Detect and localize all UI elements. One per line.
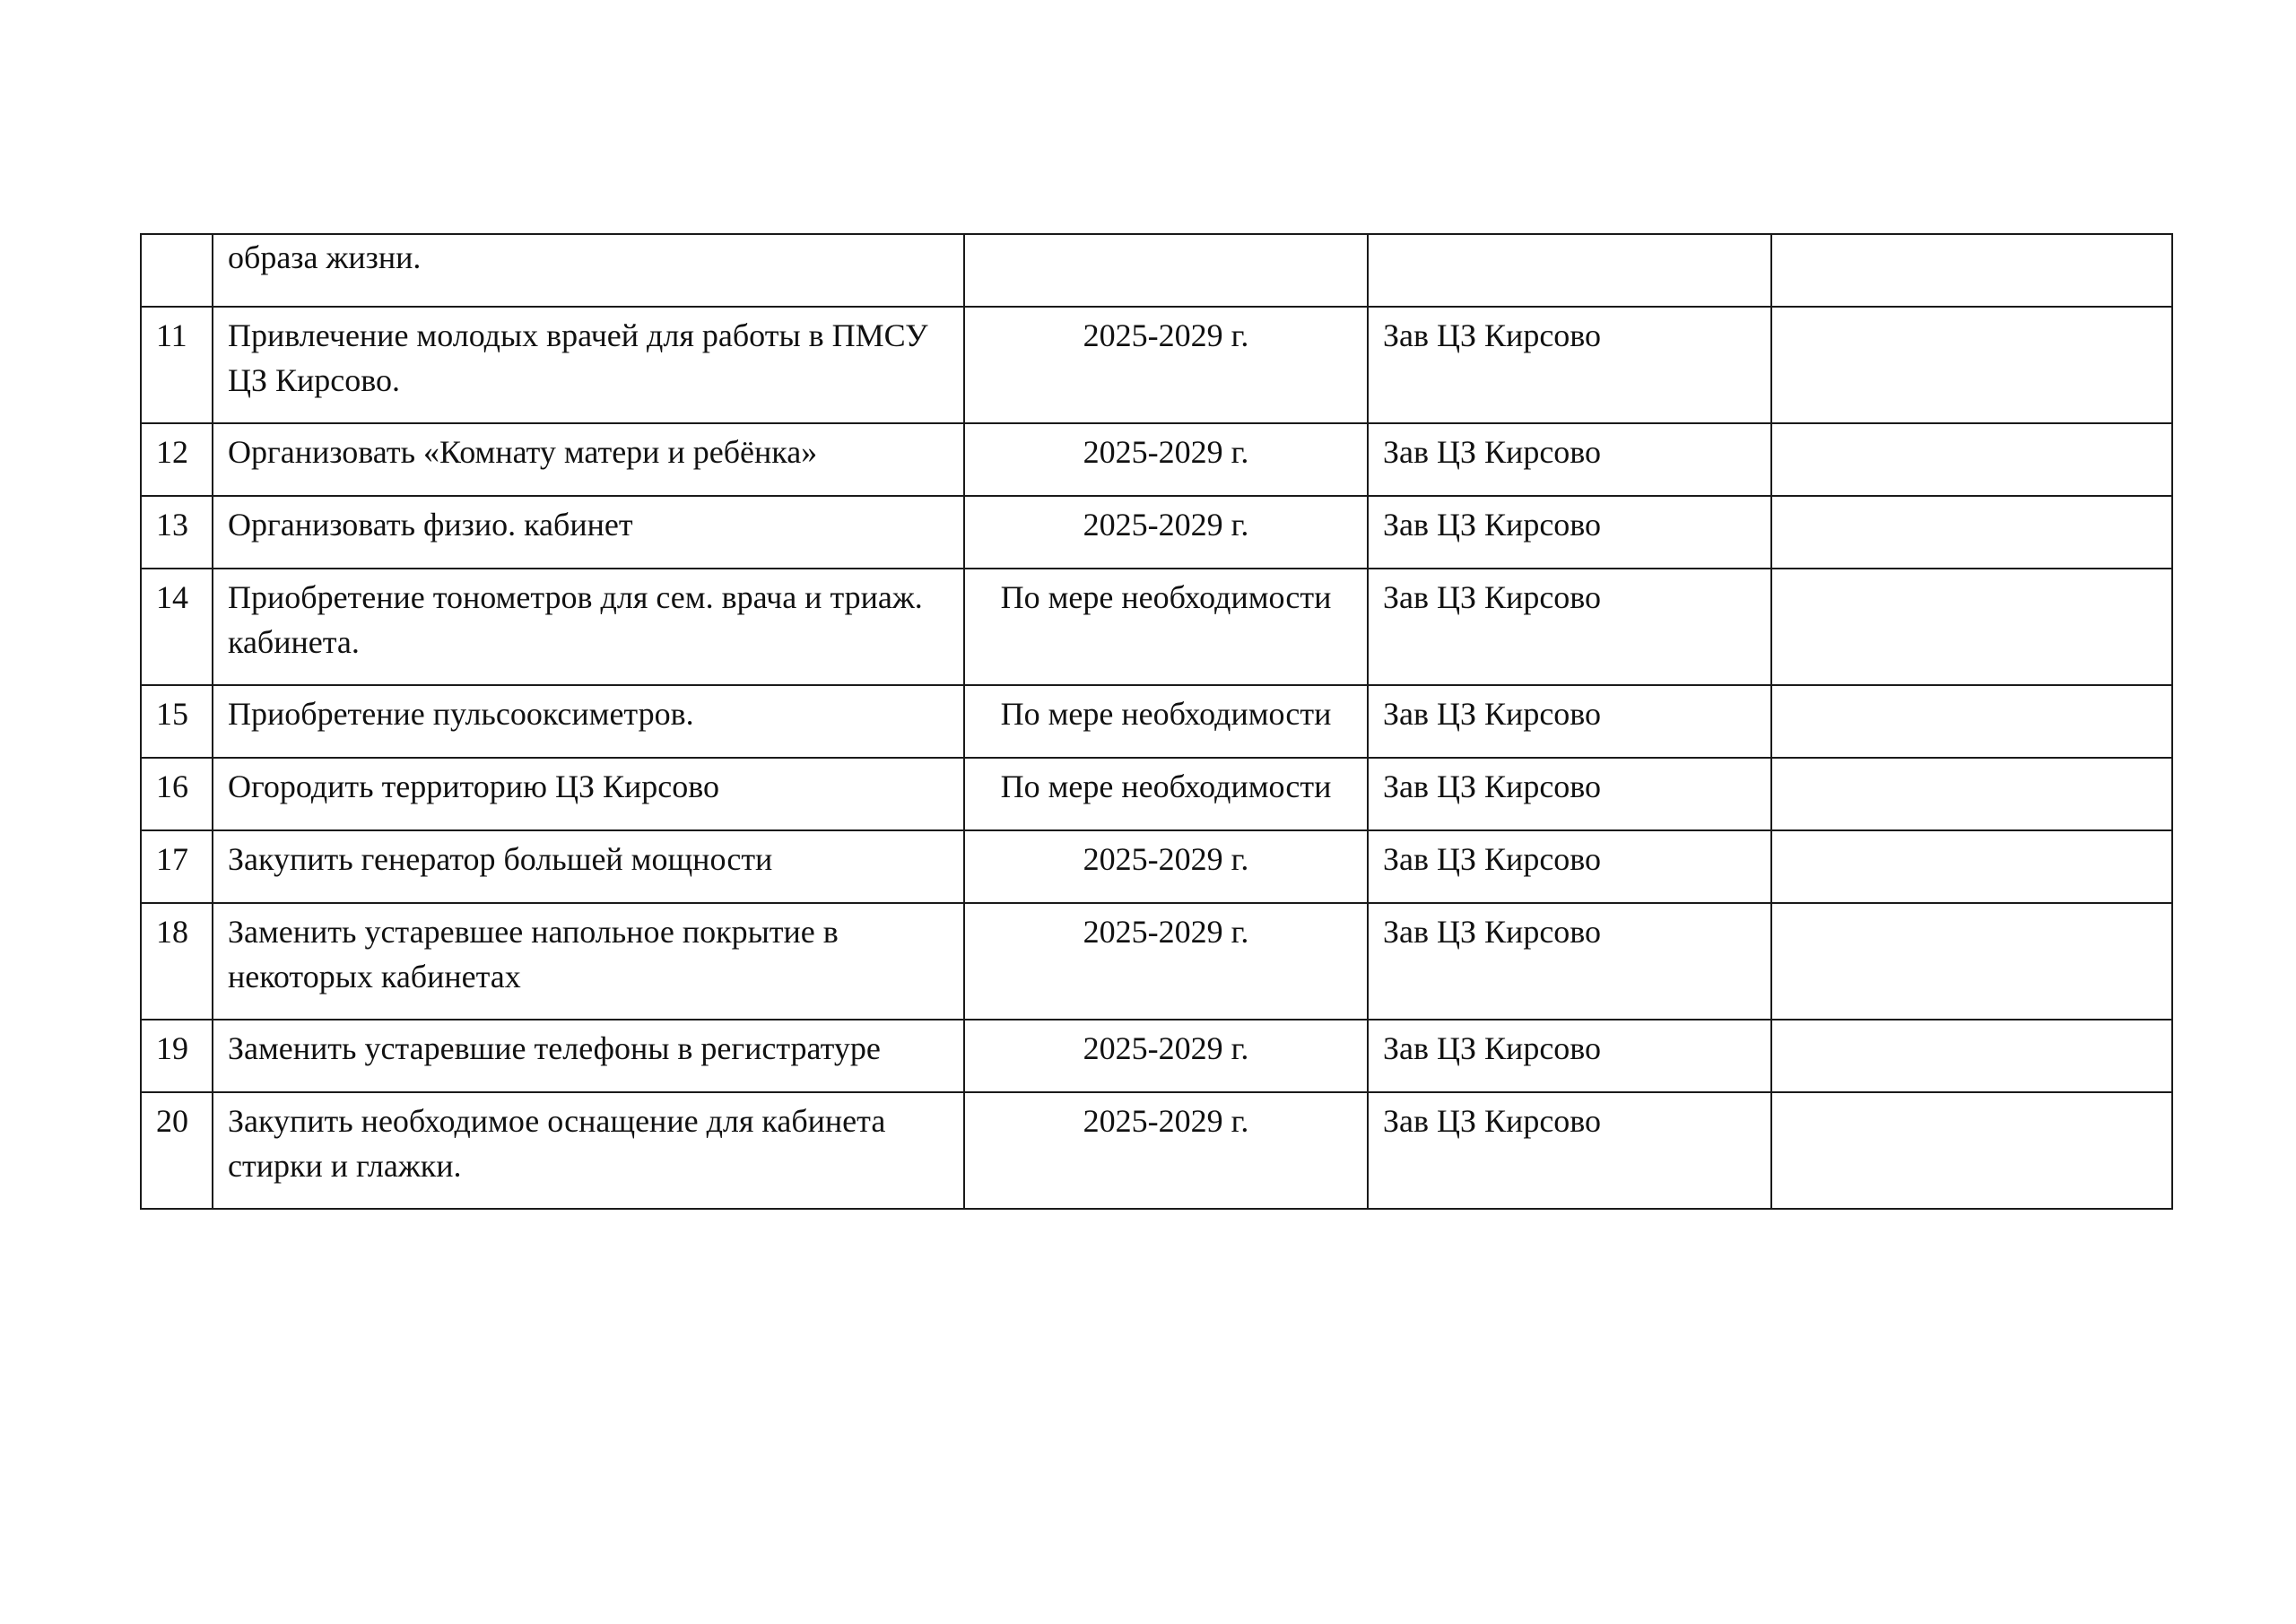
deadline-cell: По мере необходимости (964, 758, 1368, 830)
task-description-cell: Организовать физио. кабинет (213, 496, 964, 569)
row-number-cell: 14 (141, 569, 213, 685)
table-row (141, 1092, 2172, 1209)
note-cell (1771, 830, 2172, 903)
deadline-cell (964, 234, 1368, 307)
table-row (141, 758, 2172, 830)
deadline-cell: 2025-2029 г. (964, 830, 1368, 903)
note-cell (1771, 569, 2172, 685)
table-row (141, 685, 2172, 758)
deadline-cell: По мере необходимости (964, 685, 1368, 758)
task-description-cell: Организовать «Комнату матери и ребёнка» (213, 423, 964, 496)
note-cell (1771, 1092, 2172, 1209)
responsible-cell: Зав ЦЗ Кирсово (1368, 903, 1771, 1020)
row-number-cell: 15 (141, 685, 213, 758)
task-description-cell: образа жизни. (213, 234, 964, 307)
row-number-cell: 13 (141, 496, 213, 569)
deadline-cell: 2025-2029 г. (964, 1020, 1368, 1092)
row-number-cell: 11 (141, 307, 213, 423)
note-cell (1771, 903, 2172, 1020)
task-description-cell: Приобретение пульсооксиметров. (213, 685, 964, 758)
note-cell (1771, 685, 2172, 758)
responsible-cell: Зав ЦЗ Кирсово (1368, 423, 1771, 496)
note-cell (1771, 423, 2172, 496)
responsible-cell: Зав ЦЗ Кирсово (1368, 830, 1771, 903)
responsible-cell: Зав ЦЗ Кирсово (1368, 758, 1771, 830)
responsible-cell (1368, 234, 1771, 307)
row-number-cell (141, 234, 213, 307)
task-description-cell: Закупить генератор большей мощности (213, 830, 964, 903)
row-number-cell: 17 (141, 830, 213, 903)
row-number-cell: 12 (141, 423, 213, 496)
deadline-cell: 2025-2029 г. (964, 307, 1368, 423)
deadline-cell: 2025-2029 г. (964, 423, 1368, 496)
task-description-cell: Привлечение молодых врачей для работы в ПМСУ ЦЗ Кирсово. (213, 307, 964, 423)
table-row (141, 423, 2172, 496)
row-number-cell: 16 (141, 758, 213, 830)
row-number-cell: 19 (141, 1020, 213, 1092)
responsible-cell: Зав ЦЗ Кирсово (1368, 569, 1771, 685)
deadline-cell: 2025-2029 г. (964, 1092, 1368, 1209)
deadline-cell: 2025-2029 г. (964, 496, 1368, 569)
responsible-cell: Зав ЦЗ Кирсово (1368, 307, 1771, 423)
row-number-cell: 18 (141, 903, 213, 1020)
task-description-cell: Приобретение тонометров для сем. врача и триаж. кабинета. (213, 569, 964, 685)
responsible-cell: Зав ЦЗ Кирсово (1368, 1020, 1771, 1092)
responsible-cell: Зав ЦЗ Кирсово (1368, 1092, 1771, 1209)
task-description-cell: Заменить устаревшие телефоны в регистратуре (213, 1020, 964, 1092)
table-row (141, 830, 2172, 903)
row-number-cell: 20 (141, 1092, 213, 1209)
task-description-cell: Заменить устаревшее напольное покрытие в некоторых кабинетах (213, 903, 964, 1020)
table-row (141, 569, 2172, 685)
action-plan-table (140, 233, 2173, 1210)
table-row (141, 1020, 2172, 1092)
table-row (141, 903, 2172, 1020)
deadline-cell: 2025-2029 г. (964, 903, 1368, 1020)
task-description-cell: Огородить территорию ЦЗ Кирсово (213, 758, 964, 830)
note-cell (1771, 758, 2172, 830)
note-cell (1771, 1020, 2172, 1092)
table-row (141, 496, 2172, 569)
table-body (141, 234, 2172, 1209)
note-cell (1771, 234, 2172, 307)
table-row (141, 307, 2172, 423)
responsible-cell: Зав ЦЗ Кирсово (1368, 685, 1771, 758)
task-description-cell: Закупить необходимое оснащение для кабинета стирки и глажки. (213, 1092, 964, 1209)
table-row (141, 234, 2172, 307)
deadline-cell: По мере необходимости (964, 569, 1368, 685)
note-cell (1771, 307, 2172, 423)
note-cell (1771, 496, 2172, 569)
responsible-cell: Зав ЦЗ Кирсово (1368, 496, 1771, 569)
